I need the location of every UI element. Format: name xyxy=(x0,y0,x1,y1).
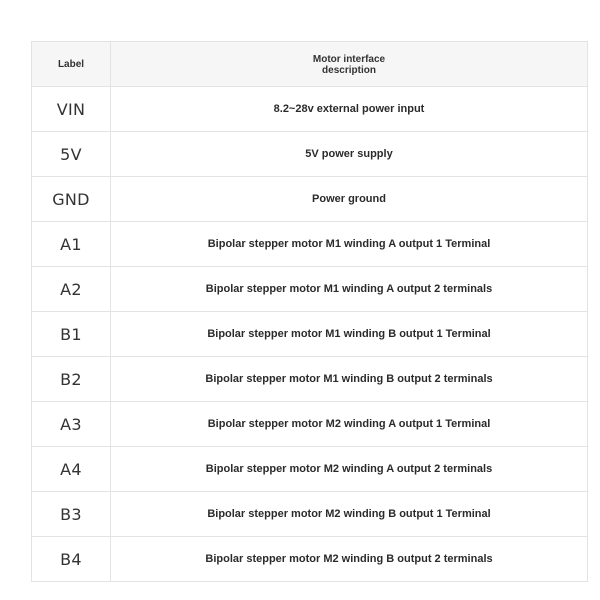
pin-label-cell: A1 xyxy=(32,222,111,267)
motor-interface-table xyxy=(31,41,588,582)
pin-label-cell: 5V xyxy=(32,132,111,177)
table-row xyxy=(32,222,588,267)
pin-description-cell: Bipolar stepper motor M1 winding A output 2 terminals xyxy=(111,267,588,312)
pin-description-cell: Bipolar stepper motor M1 winding B output 2 terminals xyxy=(111,357,588,402)
table-row xyxy=(32,132,588,177)
pin-description-cell: Bipolar stepper motor M2 winding B output 2 terminals xyxy=(111,537,588,582)
pin-description-cell: Bipolar stepper motor M2 winding B output 1 Terminal xyxy=(111,492,588,537)
pin-description-cell: 8.2~28v external power input xyxy=(111,87,588,132)
table-row xyxy=(32,402,588,447)
pin-description-cell: Bipolar stepper motor M2 winding A output 1 Terminal xyxy=(111,402,588,447)
description-header-line2: description xyxy=(322,65,376,76)
table-row xyxy=(32,447,588,492)
pin-label-cell: A4 xyxy=(32,447,111,492)
table-row xyxy=(32,177,588,222)
pin-description-cell: Bipolar stepper motor M1 winding B output 1 Terminal xyxy=(111,312,588,357)
pin-label-cell: B4 xyxy=(32,537,111,582)
pin-description-cell: Bipolar stepper motor M1 winding A output 1 Terminal xyxy=(111,222,588,267)
table-body xyxy=(32,87,588,582)
pin-description-cell: Power ground xyxy=(111,177,588,222)
table-row xyxy=(32,87,588,132)
pin-label-cell: B2 xyxy=(32,357,111,402)
pin-description-cell: Bipolar stepper motor M2 winding A output 2 terminals xyxy=(111,447,588,492)
table-row xyxy=(32,312,588,357)
pin-label-cell: B3 xyxy=(32,492,111,537)
pin-label-cell: A2 xyxy=(32,267,111,312)
description-column-header xyxy=(111,42,588,87)
table-row xyxy=(32,267,588,312)
pin-label-cell: B1 xyxy=(32,312,111,357)
pin-label-cell: VIN xyxy=(32,87,111,132)
pin-label-cell: A3 xyxy=(32,402,111,447)
table-row xyxy=(32,357,588,402)
table-row xyxy=(32,492,588,537)
description-header-line1: Motor interface xyxy=(312,54,386,65)
pin-description-cell: 5V power supply xyxy=(111,132,588,177)
table-header xyxy=(32,42,588,87)
pin-label-cell: GND xyxy=(32,177,111,222)
table-header-row xyxy=(32,42,588,87)
motor-interface-table-container xyxy=(31,41,587,582)
label-column-header: Label xyxy=(32,42,111,87)
table-row xyxy=(32,537,588,582)
